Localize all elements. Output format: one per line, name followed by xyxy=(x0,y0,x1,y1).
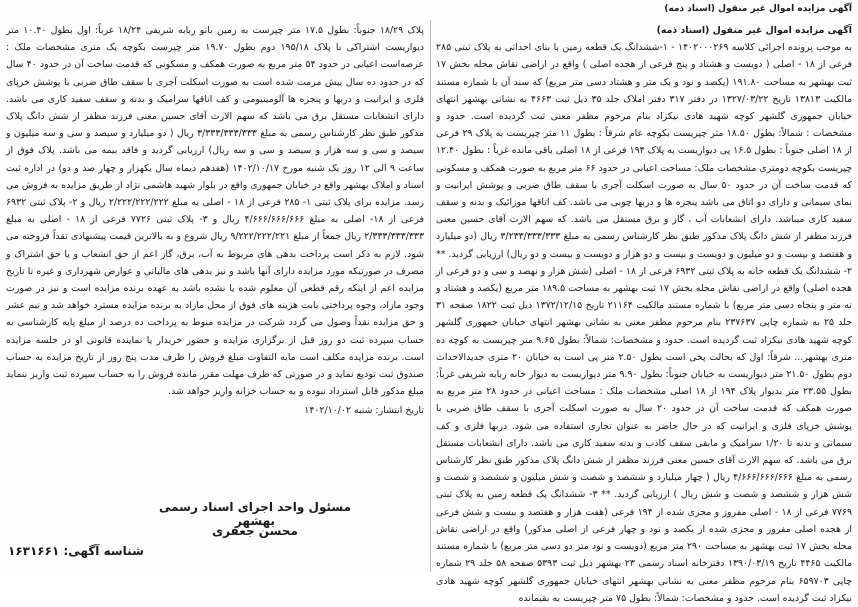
signature-name: محسن جعفری xyxy=(212,524,298,538)
right-column-body: به موجب پرونده اجرائی کلاسه ۱۴۰۲۰۰۰۲۶۹ - ۱-ششدانگ یک قطعه زمین با بنای احداثی به پلاک ثبتی ۲۸۵ فرعی از ۱۸ - اصلی ( دویست و هشتاد و پنج فرعی از هجده اصلی ) واقع در اراضی نقاش محله بخش ۱۷ ثبت بهشهر به مساحت ۱۹۱.۸۰ (یکصد و نود و یک متر و هشتاد دسی متر مربع) که سند آن با شماره مستند مالکیت ۱۳۸۱۳ تاریخ ۱۳۲۷/۰۳/۲۲ در دفتر ۳۱۷ دفتر املاک جلد ۳۵ ذیل ثبت ۴۶۶۳ به نشانی بهشهر انتهای خیابان جمهوری گلشهر کوچه شهید هادی نیکزاد بنام مرحوم مظفر معنی ثبت گردیده است. حدود و مشخصات : شمالاً: بطول ۱۸.۵۰ متر چپریست بکوچه عام شرقاً : بطول ۱۱ متر چپریست به پلاک ۲۹ فرعی از ۱۸ اصلی جنوباً : بطول ۱۶.۵ پی دیواریست به پلاک ۱۹۴ فرعی از ۱۸ اصلی باقی مانده غرباً : بطول ۱۲.۴۰ چپریست بکوچه دومتری مشخصات ملک: مساحت اعیانی در حدود ۶۶ متر مربع به صورت همکف و مسکونی که قدمت ساخت آن در حدود ۵۰ سال به صورت اسکلت آجری با سقف طاق ضربی و پوشش ایرانیت و نمای سیمانی و دارای دو اتاق می باشد پنجره ها و دربها چوبی می باشد. کف اتاقها موزائیک و بدنه و سقف سفید کاری میباشد. دارای انشعابات آب ، گاز و برق مستقل می باشد. که سهم الارث آقای حسین معنی فرزند مظفر از شش دانگ پلاک مذکور طبق نظر کارشناس رسمی به مبلغ ۳/۲۳۳/۳۳۳/۳۳۳ ریال (دو میلیارد و هفتصد و بیست و دو میلیون و دویست و بیست و دو هزار و دویست و بیست و دو ریال) ارزیابی گردید. ** ۲- ششدانگ یک قطعه خانه به پلاک ثبتی ۶۹۳۲ فرعی از ۱۸ - اصلی (شش هزار و نهصد و سی و دو فرعی از هجده اصلی) واقع در اراضی نقاش محله بخش ۱۷ ثبت بهشهر به مساحت ۱۸۹.۵ متر مربع (یکصد و هشتاد و نه متر و پنجاه دسی متر مربع) با شماره مستند مالکیت ۲۱۱۶۴ تاریخ ۱۳۷۲/۱۲/۱۵ ذیل ثبت ۱۸۲۲ صفحه ۳۱ جلد ۲۵ به شماره چاپی ۲۳۷۶۳۷ بنام مرحوم مظفر معنی به نشانی بهشهر انتهای خیابان جمهوری گلشهر کوچه شهید هادی نیکزاد ثبت گردیده است. حدود و مشخصات: شمالاً: بطول ۹.۶۵ متر چپریست به کوچه ده متری بهشهر... شرقاً: اول که بحالت پخی است بطول ۲.۵۰ متر پی است به خیابان ۲۰ متری جدیدالاحداث دوم بطول ۲۱.۵۰ متر دیواریست به خیابان جنوباً: بطول ۹.۹۰ متر دیواریست به دیوار خانه ربابه شریفی غرباً: بطول ۲۳.۵۵ متر بدیوار پلاک ۱۹۴ از ۱۸ اصلی مشخصات ملک : مساحت اعیانی در حدود ۲۸ متر مربع به صورت همکف که قدمت ساخت آن در حدود ۲۰ سال به صورت اسکلت آجری با سقف طاق ضربی با پوشش خرپای فلزی و ایرانیت که در حال حاضر به عنوان تجاری استفاده می شود. دربها فلزی و کف سیمانی و بدنه تا ۱/۲۰ سرامیک و مابقی سقف کاذب و بدنه سفید کاری می باشد. دارای انشعابات مستقل برق می باشد. که سهم الارث آقای حسین معنی فرزند مظفر از شش دانگ پلاک مذکور طبق نظر کارشناس رسمی به مبلغ ۴/۶۶۶/۶۶۶/۶۶۶ ریال ( چهار میلیارد و ششصد و شصت و شش میلیون و ششصد و شصت و شش هزار و ششصد و شصت و شش ریال ) ارزیابی گردید. ** ۳- ششدانگ یک قطعه زمین به پلاک ثبتی ۷۷۶۹ فرعی از ۱۸ - اصلی مفروز و مجزی شده از ۱۹۴ فرعی (هفت هزار و هفتصد و بیست و شش فرعی از هجده اصلی مفروز و مجزی شده از یکصد و نود و چهار فرعی از اصلی مذکور) واقع در اراضی نقاش محله بخش ۱۷ ثبت بهشهر به مساحت ۲۹۰ متر مربع (دویست و نود متر دو دسی متر مربع) با شماره مستند مالکیت ۴۴۶۵ تاریخ ۱۳۹۰/۰۳/۱۹ دفترخانه اسناد رسمی ۲۳ بهشهر ذیل ثبت ۵۳۹۳ صفحه ۵۸ جلد ۲۹ شماره چاپی ۶۵۹۷۰۳ بنام مرحوم مظفر معنی به نشانی بهشهر انتهای خیابان جمهوری گلشهر کوچه شهید هادی نیکزاد ثبت گردیده است. حدود و مشخصات: شمالاً: بطول ۷۵ متر چپریست به بقیمانده xyxy=(436,42,853,604)
publication-date: تاریخ انتشار: شنبه ۱۴۰۲/۱۰/۰۲ xyxy=(304,405,424,417)
right-column xyxy=(436,22,853,604)
notice-header-title: آگهی مزایده اموال غیر منقول (اسناد ذمه) xyxy=(664,4,852,14)
right-column-subtitle: آگهی مزایده اموال غیر منقول (اسناد ذمه) xyxy=(656,25,852,36)
notice-id: شناسه آگهی: ۱۶۳۱۶۶۱ xyxy=(8,544,144,558)
left-column xyxy=(6,22,424,492)
column-divider xyxy=(430,20,431,572)
left-column-body: پلاک ۱۸/۲۹ جنوباً: بطول ۱۷.۵ متر چپرست به زمین بانو ربابه شریفی ۱۸/۲۴ غرباً: اول بطول ۱۰.۴۰ متر دیواریست اشتراکی با پلاک ۱۹۵/۱۸ دوم بطول ۱۹.۷۰ متر چپرست بکوچه یک متری مشخصات ملک : عرصه‌است اعیانی در حدود ۵۴ متر مربع به صورت همکف و مسکونی که قدمت ساخت آن در حدود ۴۰ سال که در حدود ده سال پیش مرمت شده است به صورت اسکلت آجری با سقف طاق ضربی با پوشش خرپای فلزی و ایرانیت و دربها و پنجره ها آلومینیومی و کف اتاقها سرامیک و بدنه و سقف سفید کاری می باشد. دارای انشعابات مستقل برق می باشد که سهم الارث آقای حسین معنی فرزند مظفر از شش دانگ پلاک مذکور طبق نظر کارشناس رسمی به مبلغ ۳/۳۳۳/۳۳۳/۳۳۳ ریال ( دو میلیارد و سیصد و سی و سه میلیون و سیصد و سی و سه هزار و سیصد و سی و سه ریال) ارزیابی گردید و فاقد بیمه می باشد. پلاک فوق از ساعت ۹ الی ۱۲ روز یک شنبه مورخ ۱۴۰۲/۱۰/۱۷ (هفدهم دیماه سال یکهزار و چهار صد و دو) در اداره ثبت اسناد و املاک بهشهر واقع در خیابان جمهوری واقع در بلوار شهید هاشمی نژاد از طریق مزایده به فروش می رسد. مزایده برای پلاک ثبتی ۱- ۲۸۵ فرعی از ۱۸ - اصلی به مبلغ ۲/۲۲۲/۲۲۲/۲۲۲ ریال و ۲- پلاک ثبتی ۶۹۳۲ فرعی از ۱۸- اصلی به مبلغ ۴/۶۶۶/۶۶۶/۶۶۶ ریال و ۳- پلاک ثبتی ۷۷۲۶ فرعی از ۱۸ - اصلی به مبلغ ۲/۳۳۳/۳۳۳/۳۳۳ ریال جمعاً از مبلغ ۹/۲۲۲/۲۲۲/۲۲۱ ریال شروع و به بالاترین قیمت پیشنهادی نقداً فروخته می شود. لازم به ذکر است پرداخت بدهی های مربوط به آب، برق، گاز اعم از حق انشعاب و یا حق اشتراک و مصرف در صورتیکه مورد مزایده دارای آنها باشد و نیز بدهی های مالیاتی و عوارض شهرداری و غیره تا تاریخ مزایده اعم از اینکه رقم قطعی آن معلوم شده یا نشده باشد به عهده برنده مزایده است و نیز در صورت وجود مازاد، وجوه پرداختی بابت هزینه های فوق از محل مازاد به برنده مزایده مسترد خواهد شد و نیم عشر و حق مزایده نقداً وصول می گردد شرکت در مزایده منوط به پرداخت ده درصد از مبلغ پایه کارشناسی به حساب سپرده ثبت دو روز قبل از برگزاری مزایده و حضور خریدار یا نماینده قانونی او در جلسه مزایده است. برنده مزایده مکلف است مابه التفاوت مبلغ فروش را ظرف مدت پنج روز از تاریخ مزایده به حساب صندوق ثبت تودیع نماید و در صورتی که ظرف مهلت مقرر مانده فروش را به حساب سپرده ثبت واریز ننماید مبلغ مذکور قابل استرداد نبوده و به حساب خزانه واریز خواهد شد. xyxy=(6,25,425,398)
signature-unit: مسئول واحد اجرای اسناد رسمی بهشهر xyxy=(158,500,352,528)
